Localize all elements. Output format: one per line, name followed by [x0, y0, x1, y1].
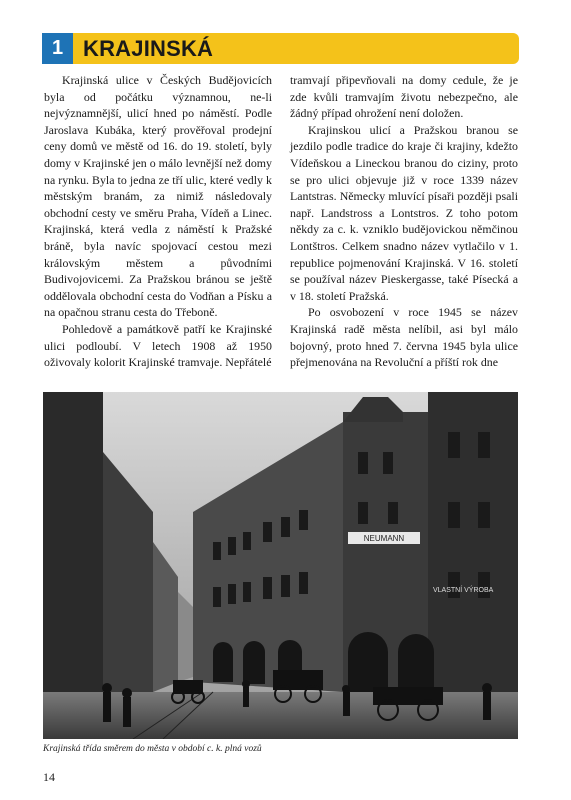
paragraph: Krajinská ulice v Českých Budějovicích byla od počátku významnou, ne-li nejvýznamnější, ulicí hned po náměstí. Podle Jaroslava Kubáka, který prověřoval prodejní ceny domů ve městě od 16. do 19. století, byly domy v Krajinské jen o málo levnější než domy na rynku. Byla to jedna ze tří ulic, které vedly k městským branám, za nimiž následovaly obchodní cesty ve směru Praha, Vídeň a Linec. Krajinská, která vedla z náměstí k Pražské bráně, byla navíc spojovací cestou mezi královským městem a původními Budivojovicemi. Za Pražskou bránou se ještě oddělovala obchodní cesta do Vodňan a Písku a na opačnou stranu cesta do Třeboně. [44, 73, 272, 320]
historic-street-photo [43, 392, 518, 739]
photo-caption: Krajinská třída směrem do města v období c. k. plná vozů [43, 744, 262, 754]
text-column-left [44, 72, 272, 371]
wall-lettering: VLASTNÍ VÝROBA [433, 587, 494, 594]
paragraph: Po osvobození v roce 1945 se název Krajinská radě města nelíbil, asi byl málo bojovný, proto hned 7. června 1945 byla ulice přejmenována na Revoluční a příští rok dne [290, 305, 518, 370]
paragraph: Pohledově a památkově patří ke Krajinské ulici podloubí. V letech 1908 až 1950 oživovaly kolorit Krajinské tramvaje. Nepřátelé [44, 321, 272, 370]
text-column-right [290, 72, 518, 371]
page-number: 14 [43, 770, 55, 784]
paragraph-continued: tramvají připevňovali na domy cedule, že je zde kvůli tramvajím životu nebezpečno, ale žádný případ ohrožení není doložen. [290, 73, 518, 121]
chapter-number: 1 [42, 33, 73, 64]
street-scene-illustration [43, 392, 518, 739]
chapter-title: KRAJINSKÁ [83, 35, 214, 61]
paragraph: Krajinskou ulicí a Pražskou branou se jezdilo podle tradice do kraje či krajiny, kdežto Vídeňskou a Lineckou branou do ciziny, proto se pro ulici objevuje již v roce 1339 název Lantstras. Německy mluvící písaři později psali např. Landstross a Lontstros. Z toho potom někdy za c. k. vzniklo budějovickou němčinou Lontštros. Celkem snadno název vytlačilo v 1. republice pojmenování Krajinská. V 16. století se používal název Pieskergasse, také Písecká a v 18. století Pražská. [290, 122, 518, 303]
shop-sign: NEUMANN [363, 534, 405, 543]
chapter-header [42, 33, 519, 64]
